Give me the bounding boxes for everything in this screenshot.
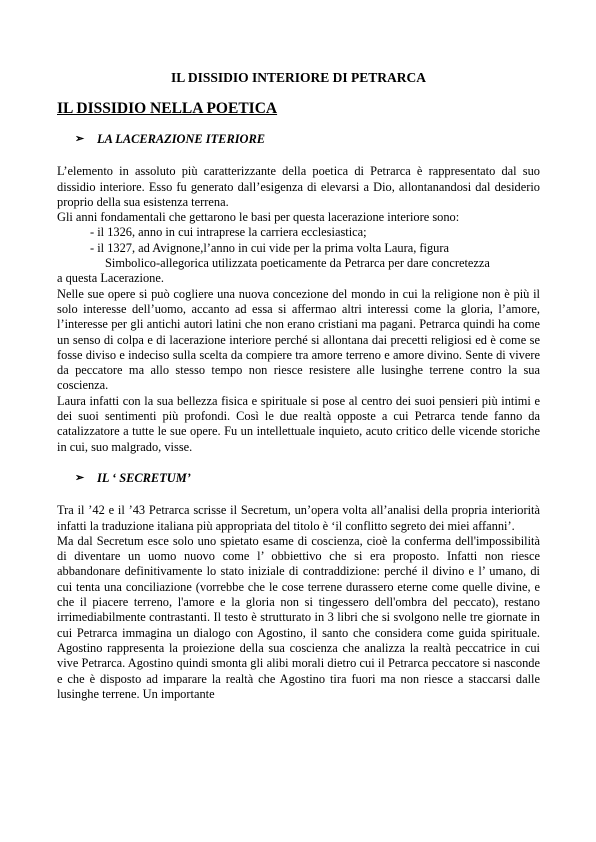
paragraph: Gli anni fondamentali che gettarono le basi per questa lacerazione interiore sono: xyxy=(57,210,460,225)
subheading-text: LA LACERAZIONE ITERIORE xyxy=(97,132,266,146)
paragraph: Nelle sue opere si può cogliere una nuova concezione del mondo in cui la religione non è più il solo interesse dell’uomo, accanto ad essa si affermao altri interessi come la gloria, l’amore, l’interesse per gli antichi autori latini che non erano cristiani ma pagani. Petrarca quindi ha come un senso di colpa e di lacerazione interiore perché si allontana dai precetti religiosi ed è come se fosse diviso e indeciso sulla scelta da compiere tra amore terreno e amore divino. Sente di vivere da peccatore ma allo stesso tempo non riesce resistere alle lusinghe terrene contro la sua coscienza. xyxy=(57,286,540,393)
paragraph: Tra il ’42 e il ’43 Petrarca scrisse il Secretum, un’opera volta all’analisi della propria interiorità infatti la traduzione italiana più appropriata del titolo è ‘il conflitto segreto dei miei affanni’. xyxy=(57,503,540,533)
paragraph: a questa Lacerazione. xyxy=(57,271,164,286)
list-item-continuation: Simbolico-allegorica utilizzata poeticamente da Petrarca per dare concretezza xyxy=(105,256,490,271)
page-title: IL DISSIDIO INTERIORE DI PETRARCA xyxy=(170,70,427,85)
subheading-secretum xyxy=(75,471,540,486)
arrow-bullet-icon: ➢ xyxy=(75,133,85,145)
section-heading: IL DISSIDIO NELLA POETICA xyxy=(57,100,278,117)
paragraph: Laura infatti con la sua bellezza fisica e spirituale si pose al centro dei suoi pensieri più intimi e dei suoi sentimenti più profondi. Così le due realtà opposte a cui Petrarca tende fanno da catalizzatore a tutte le sue opere. Fu un intellettuale inquieto, acuto critico delle vicende storiche in cui, suo malgrado, visse. xyxy=(57,393,540,454)
list-item: - il 1326, anno in cui intraprese la carriera ecclesiastica; xyxy=(90,225,367,240)
subheading-text: IL ‘ SECRETUM’ xyxy=(97,470,191,485)
subheading-lacerazione xyxy=(75,132,540,147)
paragraph: Ma dal Secretum esce solo uno spietato esame di coscienza, cioè la conferma dell'impossibilità di diventare un uomo nuovo come l’ obbiettivo che si era proposto. Infatti non riesce abbandonare definitivamente lo stato iniziale di contraddizione: perché il divino e l’ umano, di cui tenta una conciliazione (vorrebbe che le cose terrene durassero eterne come quelle divine, e che il piacere terreno, l'amore e la gloria non si tingessero dell'ombra del peccato), restano irrimediabilmente contrastanti. Il testo è strutturato in 3 libri che si svolgono nelle tre giornate in cui Petrarca immagina un dialogo con Agostino, il santo che considera come guida spirituale. Agostino rappresenta la proiezione della sua coscienza che analizza la realtà peccatrice in cui vive Petrarca. Agostino quindi smonta gli alibi morali dietro cui il Petrarca peccatore si nasconde e che è disposto ad imparare la realtà che Agostino tira fuori ma non riesce a staccarsi dalle lusinghe terrene. Un importante xyxy=(57,533,540,701)
arrow-bullet-icon: ➢ xyxy=(75,471,85,484)
list-item: - il 1327, ad Avignone,l’anno in cui vide per la prima volta Laura, figura xyxy=(90,240,449,255)
document-page xyxy=(57,70,540,702)
paragraph: L’elemento in assoluto più caratterizzante della poetica di Petrarca è rappresentato dal suo dissidio interiore. Esso fu generato dall’esigenza di elevarsi a Dio, allontanandosi dal desiderio proprio della sua esistenza terrena. xyxy=(57,164,540,209)
